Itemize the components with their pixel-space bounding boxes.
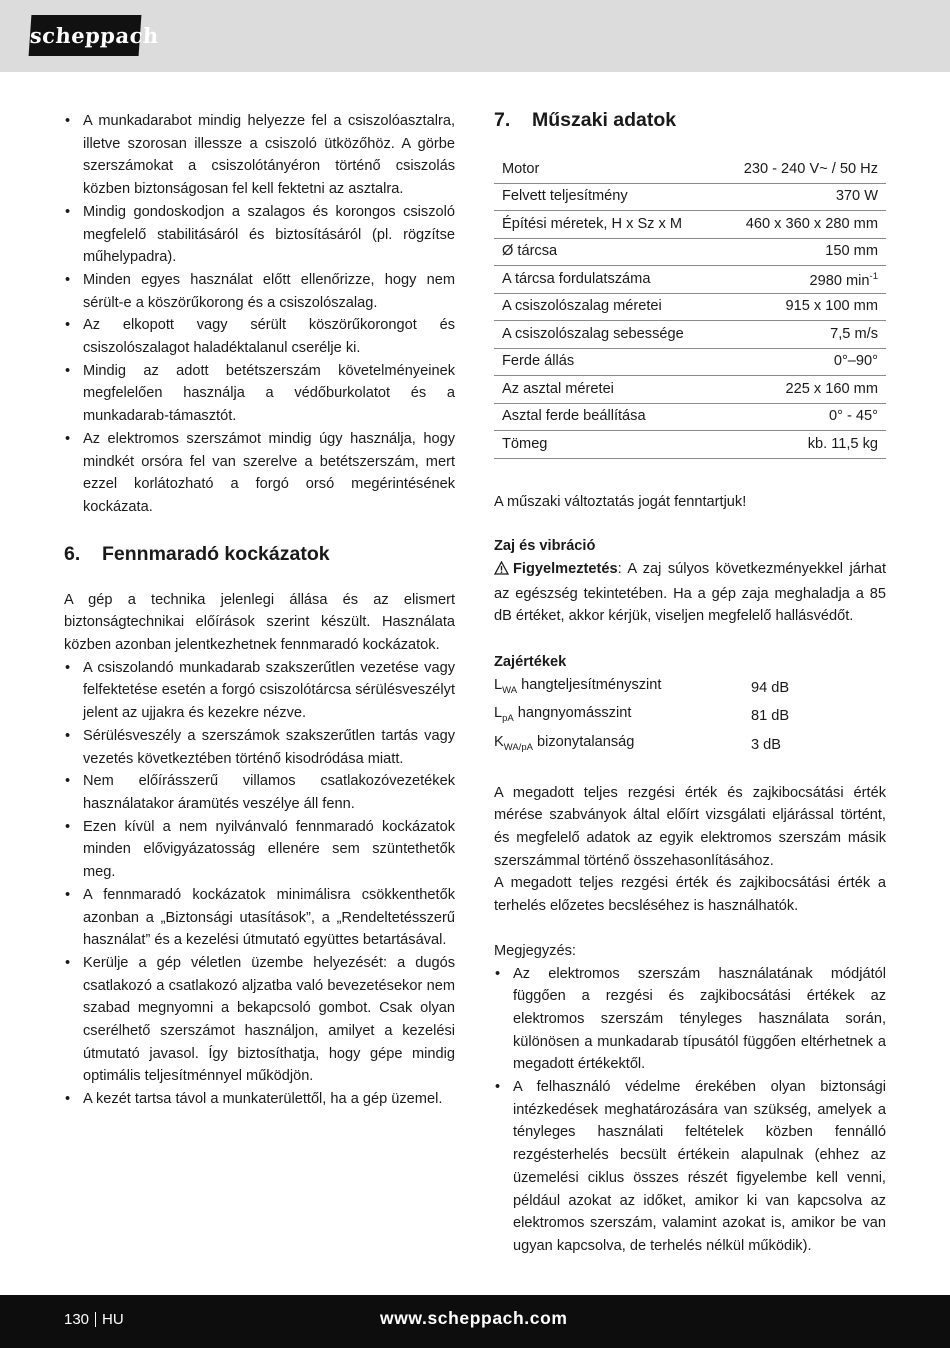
noise-label: bizonytalanság xyxy=(532,734,635,750)
table-row xyxy=(494,238,886,266)
spec-label: Ø tárcsa xyxy=(494,238,717,266)
spec-value: 915 x 100 mm xyxy=(717,293,886,321)
table-row xyxy=(494,403,886,431)
list-item: • Nem előírásszerű villamos csatlakozóvezetékek használatakor áramütés veszélye áll fenn. xyxy=(64,770,455,815)
table-row xyxy=(494,156,886,183)
section-number: 7. xyxy=(494,109,511,131)
noise-label: hangteljesítményszint xyxy=(517,676,662,693)
list-item: • Az elektromos szerszámot mindig úgy használja, hogy mindkét orsóra fel van szerelve a betétszerszám, mert ezzel korlátozható a forgó orsó megérintésének kockázata. xyxy=(64,428,455,519)
section-number: 6. xyxy=(64,542,81,565)
spec-label: Építési méretek, H x Sz x M xyxy=(494,211,717,239)
section-7-heading xyxy=(494,107,886,133)
table-row xyxy=(494,211,886,239)
list-item: • A fennmaradó kockázatok minimálisra csökkenthetők azonban a „Biztonsági utasítások”, a „Rendeltetésszerű használat” és a kezelési útmutató együttes betartásával. xyxy=(64,884,455,952)
spec-label: A tárcsa fordulatszáma xyxy=(494,266,717,294)
list-item: • A kezét tartsa távol a munkaterülettől, ha a gép üzemel. xyxy=(64,1088,455,1111)
table-row xyxy=(494,674,789,703)
language-code: HU xyxy=(102,1311,124,1328)
page-header xyxy=(0,0,950,72)
noise-label-cell xyxy=(494,731,751,760)
warning-paragraph xyxy=(494,558,886,628)
measurement-paragraph: A megadott teljes rezgési érték és zajkibocsátási érték mérése szabványok által előírt vizsgálati eljárással történt, és megfelelő adatok az egyik elektromos szerszám másik szerszámmal történő összehasonlításához. xyxy=(494,784,886,869)
noise-values-table xyxy=(494,674,789,760)
noise-symbol: L xyxy=(494,705,503,722)
spec-value: 150 mm xyxy=(717,238,886,266)
noise-subscript: pA xyxy=(502,713,514,725)
notes-list xyxy=(494,963,886,1258)
spec-label: Az asztal méretei xyxy=(494,376,717,404)
table-row xyxy=(494,321,886,349)
list-item: • A csiszolandó munkadarab szakszerűtlen vezetése vagy felfektetése esetén a forgó csiszolótárcsa sérülésveszélyt jelent az ujjakra és kezekre nézve. xyxy=(64,657,455,725)
spec-label: Felvett teljesítmény xyxy=(494,183,717,211)
list-item: • Mindig az adott betétszerszám követelményeinek megfelelően használja a védőburkolatot és a munkadarab-támasztót. xyxy=(64,360,455,428)
section-title: Műszaki adatok xyxy=(532,109,677,131)
noise-label-cell xyxy=(494,702,751,731)
spec-value: 0°–90° xyxy=(717,348,886,376)
reserve-note: A műszaki változtatás jogát fenntartjuk! xyxy=(494,493,747,510)
list-item: • Kerülje a gép véletlen üzembe helyezését: a dugós csatlakozó a csatlakozó aljzatba való bevezetésekor nem szabad megnyomni a bekapcsoló gombot. Csak olyan cserélhető szerszámot használjon, amilyet a kezelési útmutató javasol. Így biztosíthatja, hogy gépe mindig optimális teljesítménnyel működjön. xyxy=(64,952,455,1088)
list-item: • A felhasználó védelme érekében olyan biztonsági intézkedések meghatározására van szükség, amelyek a tényleges használati feltételek közben fennálló rezgésterhelés becsült értékein alapulnak (ehhez az üzemelési ciklus összes részét figyelembe kell venni, például azokat az időket, amikor ki van kapcsolva az elektromos szerszám, valamint azokat is, amikor be van ugyan kapcsolva, de terhelés nélkül működik). xyxy=(494,1076,886,1258)
noise-subscript: WA xyxy=(502,684,518,696)
table-row xyxy=(494,731,789,760)
divider xyxy=(95,1312,96,1327)
technical-data-table xyxy=(494,156,886,459)
noise-label-cell xyxy=(494,674,751,703)
noise-value: 81 dB xyxy=(751,708,790,725)
spec-value-exponent: -1 xyxy=(869,271,878,282)
table-row xyxy=(494,431,886,459)
table-row xyxy=(494,266,886,294)
website-link[interactable]: www.scheppach.com xyxy=(380,1308,568,1328)
warning-text: : A zaj súlyos következményekkel járhat az egészség tekintetében. Ha a gép zaja meghaladja a 85 dB értéket, akkor kérjük, viseljen megfelelő hallásvédőt. xyxy=(494,560,886,625)
spec-label: Ferde állás xyxy=(494,348,717,376)
noise-subscript: WA/pA xyxy=(503,741,533,753)
table-row xyxy=(494,348,886,376)
spec-value: 7,5 m/s xyxy=(717,321,886,349)
page-number-value: 130 xyxy=(64,1311,90,1328)
list-item: • Minden egyes használat előtt ellenőrizze, hogy nem sérült-e a köszörűkorong és a csiszolószalag. xyxy=(64,269,455,314)
list-item: • Mindig gondoskodjon a szalagos és korongos csiszoló megfelelő stabilitásáról és biztosításáról (pl. rögzítse műhelypadra). xyxy=(64,201,455,269)
table-row xyxy=(494,293,886,321)
spec-label: A csiszolószalag sebessége xyxy=(494,321,717,349)
spec-value: 2980 min xyxy=(809,272,870,289)
spec-value: 370 W xyxy=(717,183,886,211)
safety-bullet-list xyxy=(64,110,455,519)
warning-triangle-icon xyxy=(494,560,509,583)
noise-value: 94 dB xyxy=(751,679,790,696)
warning-label: Figyelmeztetés xyxy=(513,560,618,577)
residual-risk-list xyxy=(64,657,455,1111)
left-column xyxy=(64,110,455,1111)
spec-label: Tömeg xyxy=(494,431,717,459)
list-item: • Az elektromos szerszám használatának módjától függően a rezgési és zajkibocsátási értékek az elektromos szerszám tényleges használata során, különösen a munkadarab típusától függően eltérhetnek a megadott értékektől. xyxy=(494,963,886,1077)
spec-value: 225 x 160 mm xyxy=(717,376,886,404)
section-6-heading xyxy=(64,541,455,567)
table-row xyxy=(494,702,789,731)
spec-label: Motor xyxy=(494,156,717,183)
scheppach-logo: scheppach xyxy=(29,15,142,56)
list-item: • Ezen kívül a nem nyilvánvaló fennmaradó kockázatok minden elővigyázatosság ellenére sem szüntethetők meg. xyxy=(64,816,455,884)
noise-symbol: K xyxy=(494,734,504,750)
spec-label: Asztal ferde beállítása xyxy=(494,403,717,431)
list-item: • Az elkopott vagy sérült köszörűkorongot és csiszolószalagot haladéktalanul cserélje ki. xyxy=(64,314,455,359)
list-item: • Sérülésveszély a szerszámok szakszerűtlen tartás vagy vezetés következtében történő kisodródása miatt. xyxy=(64,725,455,770)
page-number xyxy=(64,1311,124,1328)
table-row xyxy=(494,183,886,211)
spec-label: A csiszolószalag méretei xyxy=(494,293,717,321)
list-item: • A munkadarabot mindig helyezze fel a csiszolóasztalra, illetve szorosan illessze a csiszoló ütközőhöz. A görbe szerszámokat a csiszolótányéron történő csiszolás közben biztonságosan fel kell fektetni az asztalra. xyxy=(64,110,455,201)
table-row xyxy=(494,376,886,404)
spec-value: kb. 11,5 kg xyxy=(717,431,886,459)
spec-value-cell xyxy=(717,266,886,294)
notes-heading: Megjegyzés: xyxy=(494,942,576,959)
estimate-paragraph: A megadott teljes rezgési érték és zajkibocsátási érték a terhelés előzetes becsléséhez is használhatók. xyxy=(494,875,886,915)
noise-value: 3 dB xyxy=(751,736,782,753)
spec-value: 460 x 360 x 280 mm xyxy=(717,211,886,239)
noise-label: hangnyomásszint xyxy=(513,705,632,722)
spec-value: 0° - 45° xyxy=(717,403,886,431)
spec-value: 230 - 240 V~ / 50 Hz xyxy=(717,156,886,183)
noise-heading: Zaj és vibráció xyxy=(494,538,596,555)
right-column xyxy=(494,107,886,1258)
section-6-intro: A gép a technika jelenlegi állása és az elismert biztonságtechnikai előírások szerint készült. Használata közben azonban jelentkezhetnek fennmaradó kockázatok. xyxy=(64,591,455,654)
section-title: Fennmaradó kockázatok xyxy=(102,542,330,565)
noise-values-heading: Zajértékek xyxy=(494,654,567,671)
noise-symbol: L xyxy=(494,676,503,693)
